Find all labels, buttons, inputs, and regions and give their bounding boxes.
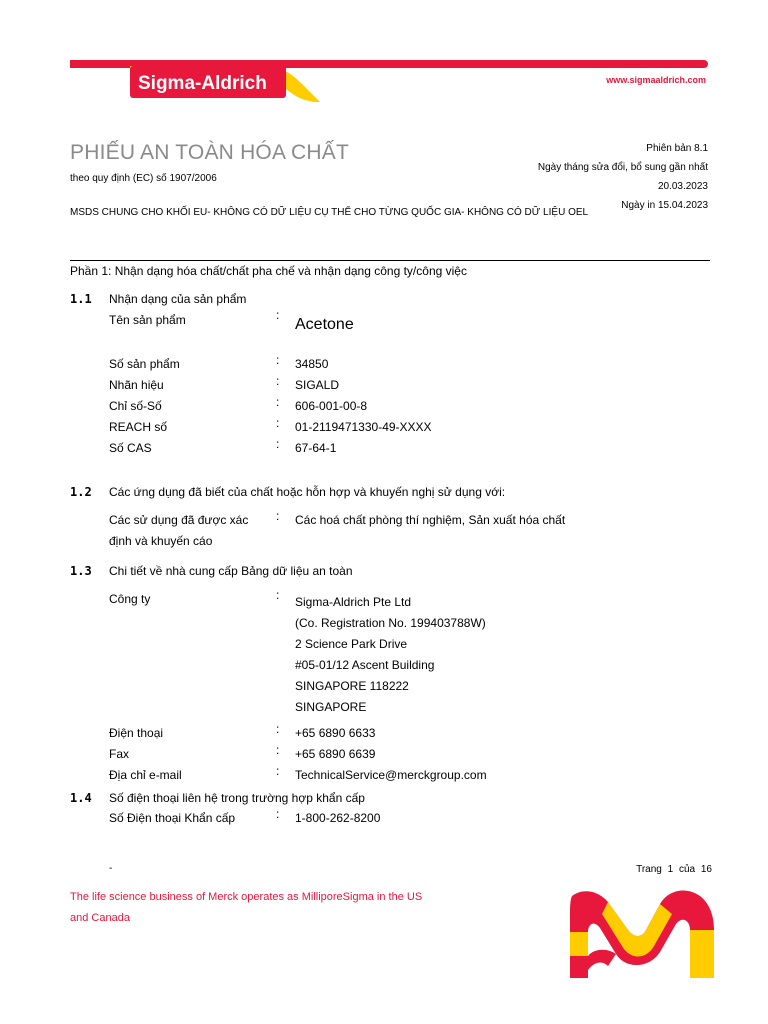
section-1-1-title: Nhận dạng của sản phẩm [109,292,247,306]
colon: : [276,722,280,736]
product-name-label: Tên sản phẩm [109,313,186,327]
sigma-aldrich-logo [130,58,320,104]
merck-notice-line2: and Canada [70,912,130,924]
regulation-text: theo quy định (EC) số 1907/2006 [70,173,217,184]
page-title: PHIẾU AN TOÀN HÓA CHẤT [70,141,350,164]
colon: : [276,395,280,409]
uses-label-line1: Các sử dụng đã được xác [109,513,249,527]
phone-value: +65 6890 6633 [295,726,376,740]
section-1-3-title: Chi tiết về nhà cung cấp Bảng dữ liệu an toàn [109,564,353,578]
reach-label: REACH số [109,420,168,434]
brand-name: Sigma-Aldrich [138,73,267,94]
section-1-1-number: 1.1 [70,292,92,306]
product-no: 34850 [295,357,329,371]
footer-dash: - [109,863,113,874]
merck-notice-line1: The life science business of Merck operates as MilliporeSigma in the US [70,891,423,903]
colon: : [276,807,280,821]
product-no-label: Số sản phẩm [109,357,180,371]
colon: : [276,509,280,523]
colon: : [276,588,280,602]
section-1-3-number: 1.3 [70,564,92,578]
company-line: (Co. Registration No. 199403788W) [295,616,486,630]
colon: : [276,437,280,451]
website-link[interactable]: www.sigmaaldrich.com [606,75,706,85]
section-1-4-title: Số điện thoại liên hệ trong trường hợp khẩn cấp [109,791,365,805]
company-address [295,592,486,718]
revision-label: Ngày tháng sửa đổi, bổ sung gần nhất [537,162,708,173]
fax-value: +65 6890 6639 [295,747,376,761]
emergency-phone: 1-800-262-8200 [295,811,381,825]
uses-label-line2: định và khuyến cáo [109,534,213,548]
company-label: Công ty [109,592,151,606]
fax-label: Fax [109,747,130,761]
email-label: Địa chỉ e-mail [109,768,182,782]
colon: : [276,416,280,430]
revision-date: 20.03.2023 [657,181,708,192]
cas-value: 67-64-1 [295,441,337,455]
section-divider [70,260,710,261]
cas-label: Số CAS [109,441,152,455]
colon: : [276,353,280,367]
phone-label: Điện thoại [109,726,164,740]
colon: : [276,764,280,778]
merck-m-logo [568,886,716,982]
version: Phiên bản 8.1 [646,143,708,154]
msds-note: MSDS CHUNG CHO KHỐI EU- KHÔNG CÓ DỮ LIỆU CỤ THỂ CHO TỪNG QUỐC GIA- KHÔNG CÓ DỮ LIỆU OEL [70,207,589,218]
section-1-2-number: 1.2 [70,485,92,499]
company-line: #05-01/12 Ascent Building [295,658,435,672]
uses-value: Các hoá chất phòng thí nghiệm, Sản xuất hóa chất [295,513,566,527]
brand-value: SIGALD [295,378,340,392]
email-link[interactable]: TechnicalService@merckgroup.com [295,768,487,782]
company-line: 2 Science Park Drive [295,637,408,651]
page-number: Trang 1 của 16 [636,864,712,875]
section-1-heading: Phần 1: Nhận dạng hóa chất/chất pha chế và nhận dạng công ty/công việc [70,264,467,278]
company-line: SINGAPORE [295,700,367,714]
colon: : [276,743,280,757]
reach-value: 01-2119471330-49-XXXX [295,420,432,434]
colon: : [276,374,280,388]
brand-label: Nhãn hiệu [109,378,164,392]
index-label: Chỉ số-Số [109,399,162,413]
company-line: SINGAPORE 118222 [295,679,409,693]
emergency-label: Số Điện thoại Khẩn cấp [109,811,236,825]
index-value: 606-001-00-8 [295,399,368,413]
colon: : [276,308,280,322]
section-1-4-number: 1.4 [70,791,92,805]
section-1-2-title: Các ứng dụng đã biết của chất hoặc hỗn hợp và khuyến nghị sử dụng với: [109,485,506,499]
print-date: Ngày in 15.04.2023 [621,200,708,211]
product-name: Acetone [295,316,354,333]
company-line: Sigma-Aldrich Pte Ltd [295,595,412,609]
version-info [538,139,708,215]
